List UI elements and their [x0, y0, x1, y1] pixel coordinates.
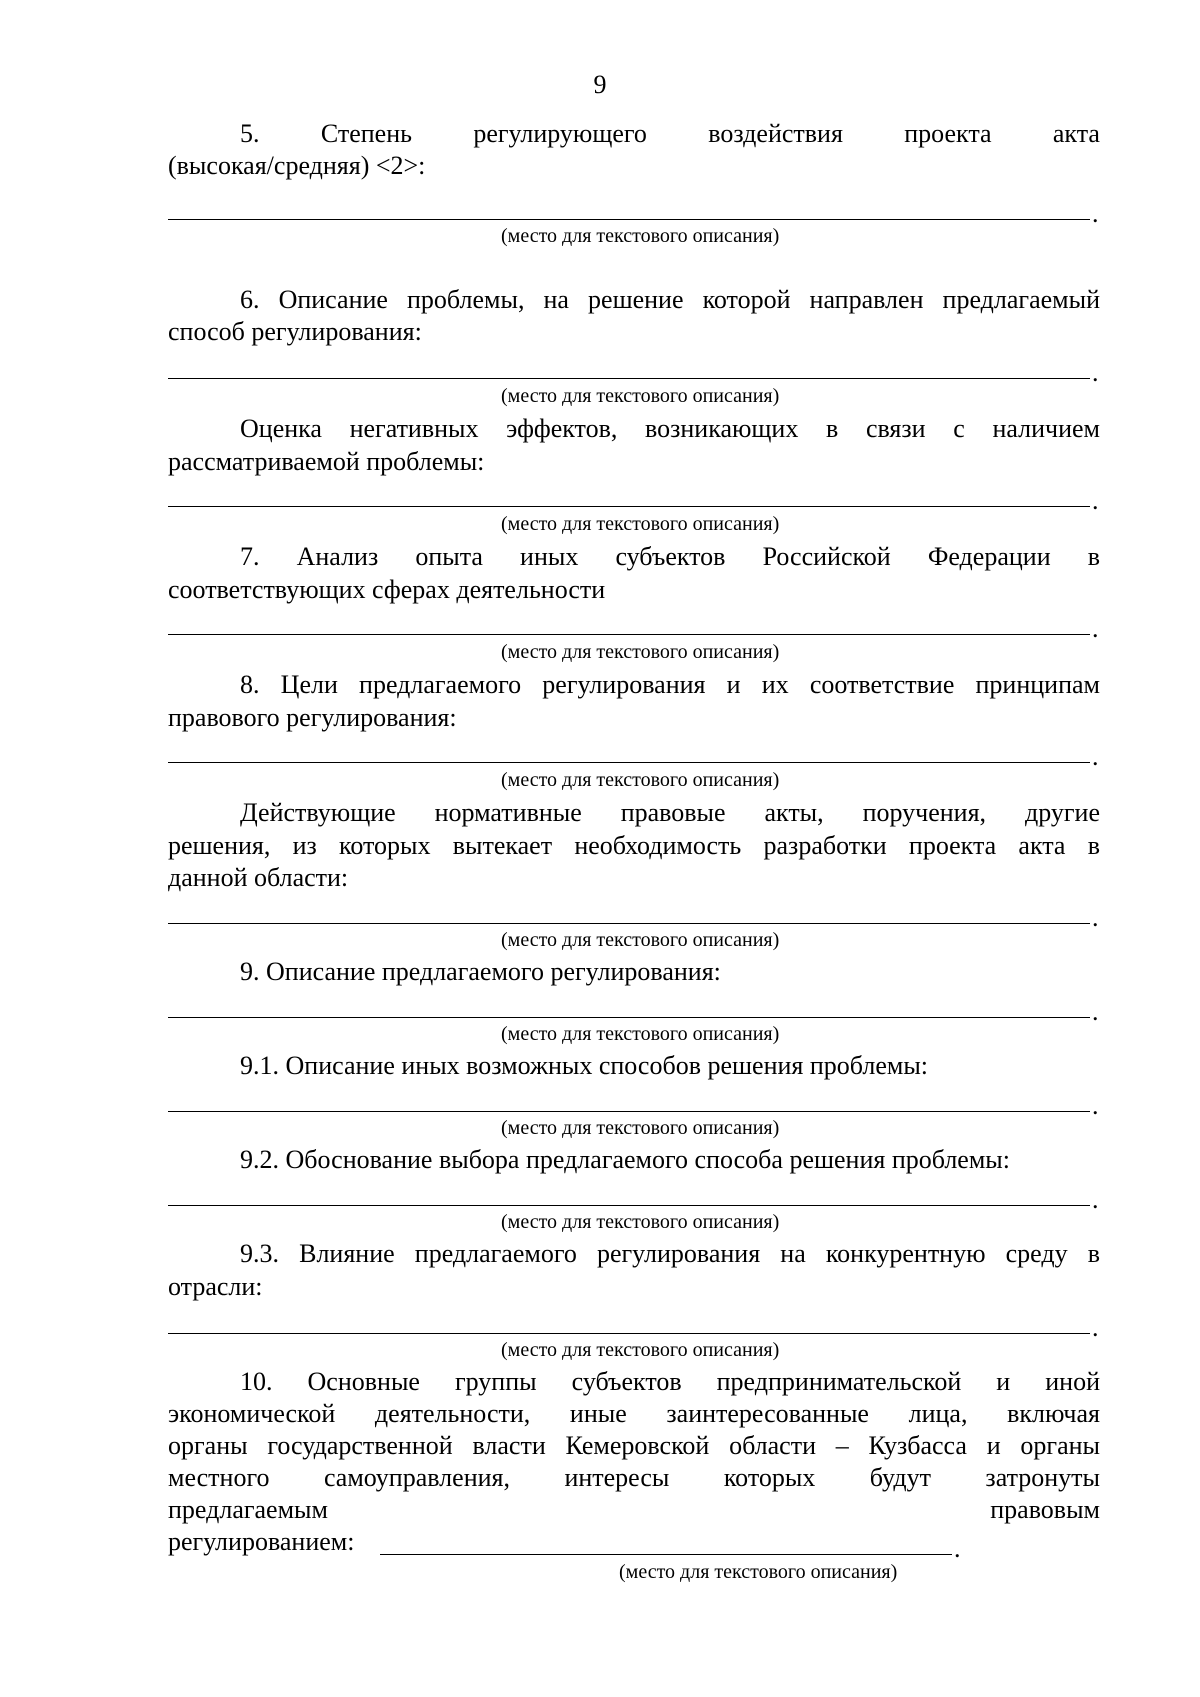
fill-line: [168, 219, 1090, 220]
section-5-word: 5.: [240, 119, 260, 148]
section-10-word-left: предлагаемым: [168, 1495, 328, 1524]
fill-line-dot: .: [1092, 903, 1099, 932]
field-caption: (место для текстового описания): [501, 641, 780, 663]
section-10-line-2: экономической деятельности, иные заинтересованные лица, включая: [168, 1399, 1100, 1428]
fill-line-dot: .: [1092, 486, 1099, 515]
section-5-word: Степень: [320, 119, 412, 148]
section-5-word: проекта: [904, 119, 992, 148]
fill-line: [168, 634, 1090, 635]
field-caption: (место для текстового описания): [619, 1561, 898, 1583]
fill-line: [168, 762, 1090, 763]
section-9-2-heading: 9.2. Обоснование выбора предлагаемого способа решения проблемы:: [240, 1145, 1010, 1174]
section-7-line-2: соответствующих сферах деятельности: [168, 575, 606, 604]
section-10-line-4: местного самоуправления, интересы которых будут затронуты: [168, 1463, 1100, 1492]
field-caption: (место для текстового описания): [501, 1211, 780, 1233]
section-9-1-heading: 9.1. Описание иных возможных способов решения проблемы:: [240, 1051, 929, 1080]
section-5-heading: [240, 118, 1100, 150]
fill-line: [380, 1554, 952, 1555]
field-caption: (место для текстового описания): [501, 513, 780, 535]
section-8-line-2: правового регулирования:: [168, 703, 457, 732]
fill-line-dot: .: [954, 1534, 961, 1563]
section-8b-line-3: данной области:: [168, 863, 349, 892]
fill-line-dot: .: [1092, 1185, 1099, 1214]
fill-line: [168, 378, 1090, 379]
fill-line-dot: .: [1092, 1091, 1099, 1120]
fill-line: [168, 1017, 1090, 1018]
section-10-word-right: правовым: [990, 1495, 1100, 1524]
page-number: 9: [593, 70, 607, 99]
fill-line: [168, 1333, 1090, 1334]
field-caption: (место для текстового описания): [501, 1117, 780, 1139]
section-6-line-1: 6. Описание проблемы, на решение которой направлен предлагаемый: [240, 285, 1100, 314]
section-6b-line-2: рассматриваемой проблемы:: [168, 447, 485, 476]
section-10-line-6: регулированием:: [168, 1527, 355, 1556]
fill-line: [168, 506, 1090, 507]
section-5-word: акта: [1052, 119, 1100, 148]
fill-line-dot: .: [1092, 614, 1099, 643]
field-caption: (место для текстового описания): [501, 385, 780, 407]
section-6-line-2: способ регулирования:: [168, 317, 422, 346]
section-8-line-1: 8. Цели предлагаемого регулирования и их соответствие принципам: [240, 670, 1100, 699]
section-10-line-1: 10. Основные группы субъектов предпринимательской и иной: [240, 1367, 1100, 1396]
fill-line-dot: .: [1092, 358, 1099, 387]
section-9-3-line-2: отрасли:: [168, 1272, 263, 1301]
section-8b-line-2: решения, из которых вытекает необходимость разработки проекта акта в: [168, 831, 1100, 860]
section-6b-line-1: Оценка негативных эффектов, возникающих в связи с наличием: [240, 414, 1100, 443]
section-9-3-line-1: 9.3. Влияние предлагаемого регулирования на конкурентную среду в: [240, 1239, 1100, 1268]
field-caption: (место для текстового описания): [501, 1023, 780, 1045]
section-7-line-1: 7. Анализ опыта иных субъектов Российской Федерации в: [240, 542, 1100, 571]
section-10-line-3: органы государственной власти Кемеровской области – Кузбасса и органы: [168, 1431, 1100, 1460]
section-5-word: воздействия: [708, 119, 843, 148]
fill-line-dot: .: [1092, 1313, 1099, 1342]
field-caption: (место для текстового описания): [501, 1339, 780, 1361]
field-caption: (место для текстового описания): [501, 769, 780, 791]
fill-line: [168, 923, 1090, 924]
fill-line: [168, 1111, 1090, 1112]
fill-line-dot: .: [1092, 199, 1099, 228]
section-5-continuation: (высокая/средняя) <2>:: [168, 151, 426, 180]
section-9-heading: 9. Описание предлагаемого регулирования:: [240, 957, 721, 986]
fill-line-dot: .: [1092, 742, 1099, 771]
section-10-line-5: [168, 1494, 1100, 1526]
section-8b-line-1: Действующие нормативные правовые акты, поручения, другие: [240, 798, 1100, 827]
field-caption: (место для текстового описания): [501, 225, 780, 247]
field-caption: (место для текстового описания): [501, 929, 780, 951]
fill-line-dot: .: [1092, 997, 1099, 1026]
section-5-word: регулирующего: [473, 119, 647, 148]
fill-line: [168, 1205, 1090, 1206]
